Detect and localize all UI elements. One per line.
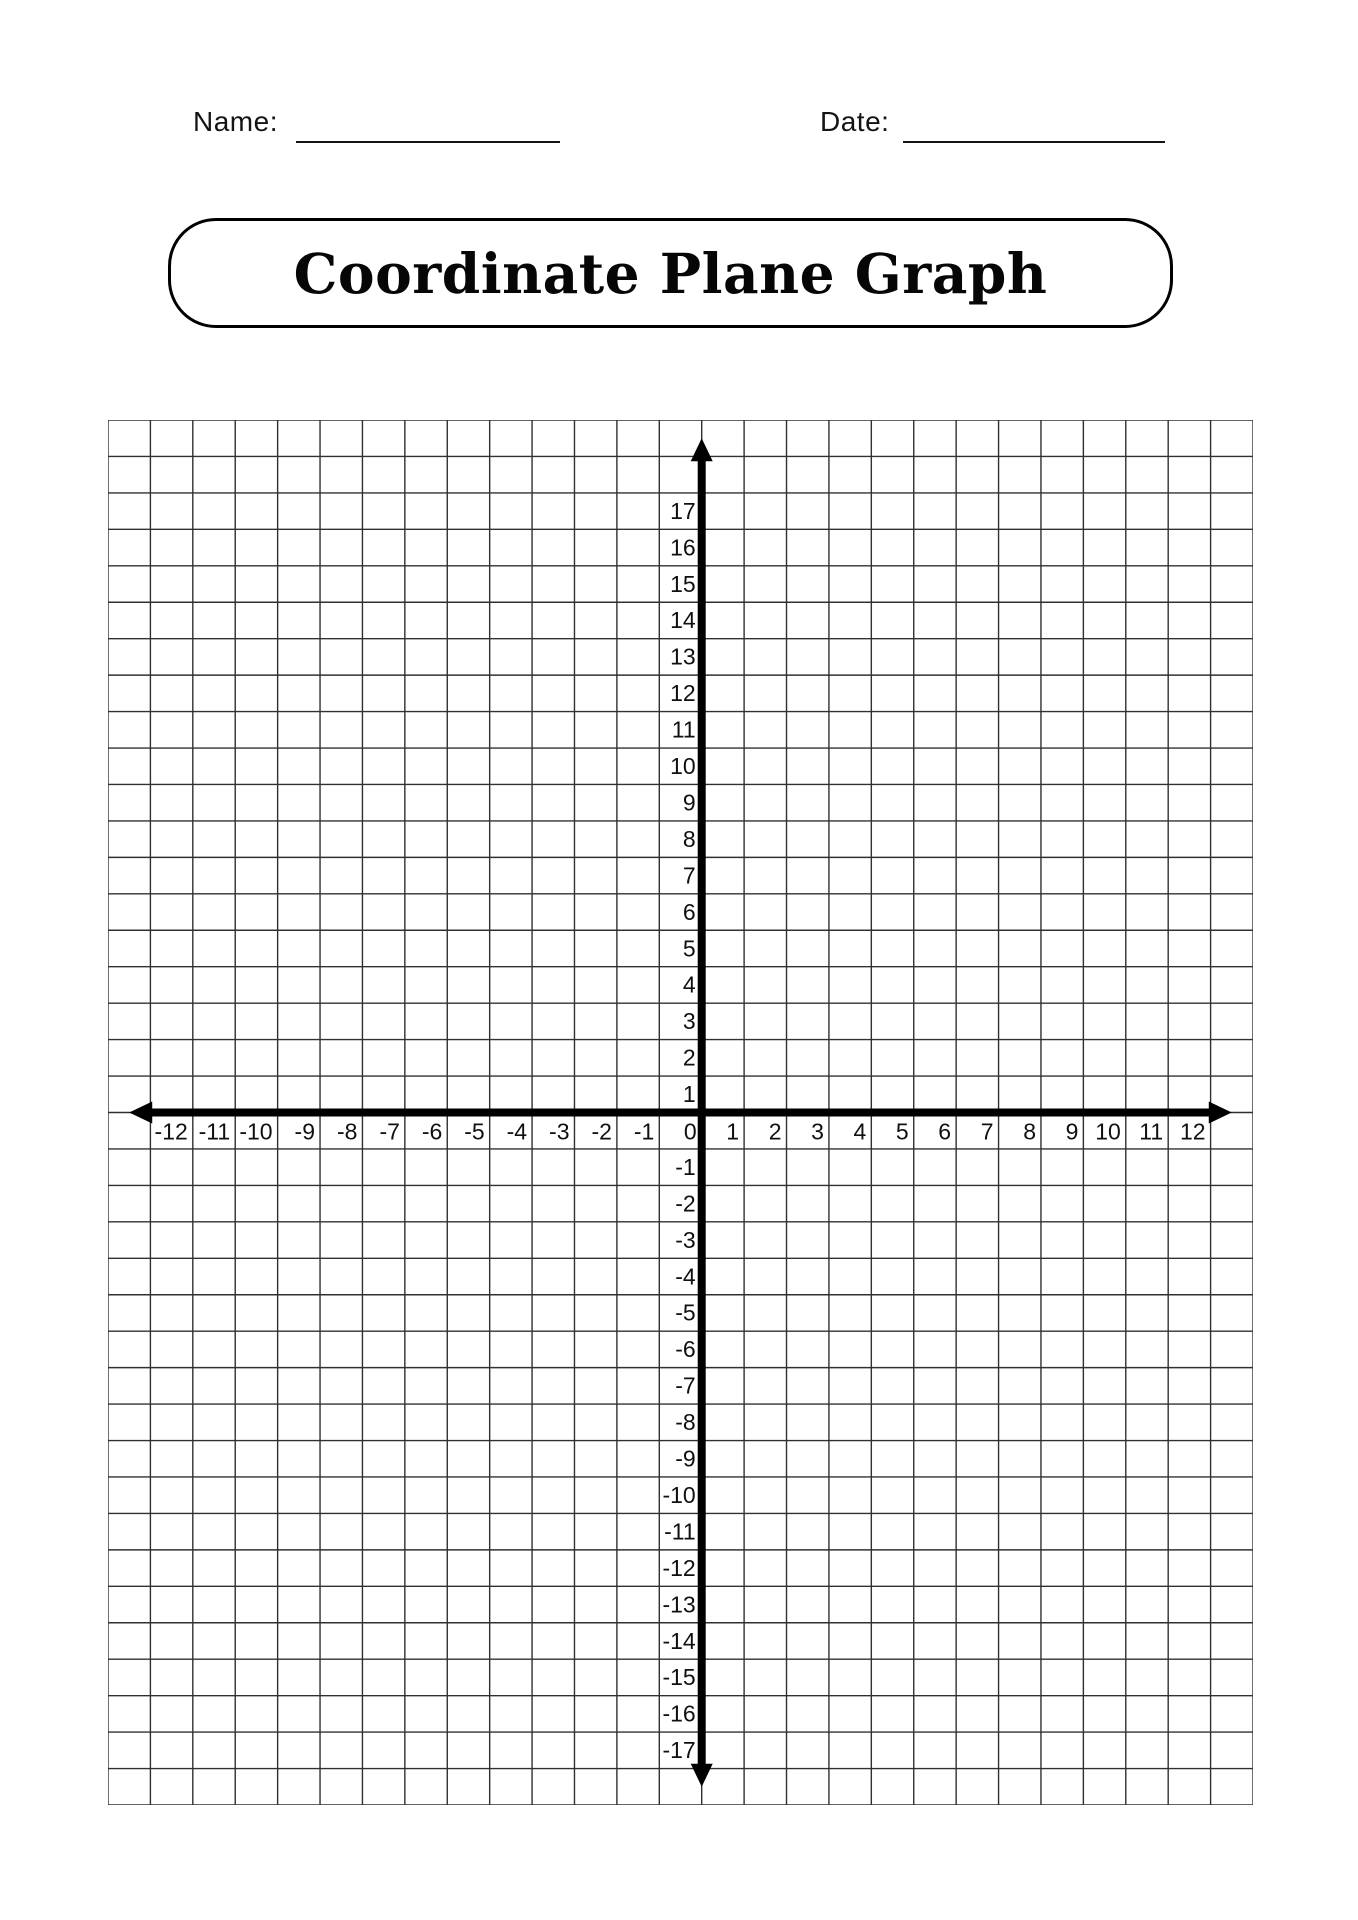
x-axis-right-arrowhead-icon	[1209, 1102, 1232, 1124]
y-tick-label: 5	[682, 935, 696, 962]
y-tick-label: 10	[670, 753, 696, 779]
date-label: Date:	[820, 106, 890, 137]
x-tick-label: 7	[980, 1118, 994, 1145]
y-tick-label: -15	[662, 1664, 696, 1691]
x-axis-left-arrowhead-icon	[129, 1102, 152, 1124]
y-tick-label: 17	[670, 497, 696, 524]
y-tick-label: -2	[675, 1190, 696, 1217]
x-tick-label: -4	[506, 1118, 528, 1145]
x-tick-label: 9	[1065, 1118, 1079, 1145]
y-tick-label: 11	[671, 716, 696, 743]
y-tick-label: 12	[670, 680, 696, 707]
x-tick-label: -3	[549, 1118, 570, 1145]
y-tick-label: 9	[682, 789, 696, 816]
y-tick-label: 6	[682, 898, 696, 925]
y-axis-bottom-arrowhead-icon	[691, 1764, 713, 1787]
x-tick-label: -5	[464, 1118, 485, 1145]
x-tick-label: 10	[1095, 1118, 1121, 1145]
y-tick-label: 8	[682, 825, 696, 852]
x-tick-label: 12	[1180, 1118, 1206, 1145]
x-tick-label: -10	[239, 1118, 273, 1145]
y-tick-label: 14	[670, 607, 696, 634]
y-tick-label: -8	[675, 1409, 696, 1436]
coordinate-grid	[108, 420, 1253, 1805]
tick-labels	[155, 498, 1206, 1763]
name-field[interactable]	[296, 141, 560, 143]
x-tick-label: 4	[853, 1118, 867, 1145]
y-tick-label: -16	[662, 1700, 696, 1727]
x-tick-label: -11	[198, 1118, 231, 1145]
y-tick-label: -1	[675, 1153, 696, 1180]
page-title: Coordinate Plane Graph	[293, 240, 1048, 306]
y-tick-label: -6	[675, 1336, 696, 1363]
x-tick-label: 0	[683, 1118, 697, 1145]
x-tick-label: -12	[154, 1118, 188, 1145]
x-tick-label: 2	[768, 1118, 782, 1145]
x-tick-label: -8	[336, 1118, 358, 1145]
y-tick-label: 3	[682, 1008, 696, 1035]
x-tick-label: -7	[379, 1118, 400, 1145]
x-tick-label: 11	[1139, 1118, 1164, 1145]
x-tick-label: 3	[811, 1118, 824, 1145]
title-box	[168, 218, 1173, 328]
y-tick-label: -9	[675, 1445, 696, 1472]
x-tick-label: -1	[633, 1118, 655, 1145]
x-tick-label: 6	[938, 1118, 952, 1145]
y-tick-label: 16	[670, 534, 696, 561]
y-tick-label: -7	[675, 1372, 696, 1399]
y-tick-label: -17	[662, 1737, 696, 1764]
name-label: Name:	[193, 106, 278, 137]
y-tick-label: -3	[675, 1226, 696, 1253]
x-tick-label: 8	[1023, 1118, 1036, 1145]
y-axis-top-arrowhead-icon	[691, 438, 713, 461]
y-tick-label: 2	[682, 1044, 696, 1071]
y-tick-label: -11	[664, 1518, 696, 1545]
x-tick-label: 5	[895, 1118, 909, 1145]
y-tick-label: 1	[682, 1081, 696, 1108]
y-tick-label: -4	[675, 1263, 696, 1290]
x-tick-label: -2	[591, 1118, 612, 1145]
y-tick-label: 15	[670, 570, 696, 597]
y-tick-label: -12	[662, 1554, 696, 1581]
y-tick-label: 4	[682, 971, 696, 998]
y-tick-label: -10	[662, 1482, 696, 1508]
x-tick-label: -9	[294, 1118, 315, 1145]
y-tick-label: -14	[662, 1627, 696, 1654]
x-tick-label: -6	[421, 1118, 443, 1145]
coordinate-grid-svg	[108, 420, 1253, 1805]
y-tick-label: 7	[682, 862, 696, 889]
y-tick-label: -5	[675, 1299, 696, 1326]
y-tick-label: -13	[662, 1591, 696, 1618]
date-field[interactable]	[903, 141, 1165, 143]
y-tick-label: 13	[670, 643, 696, 670]
x-tick-label: 1	[726, 1118, 740, 1145]
